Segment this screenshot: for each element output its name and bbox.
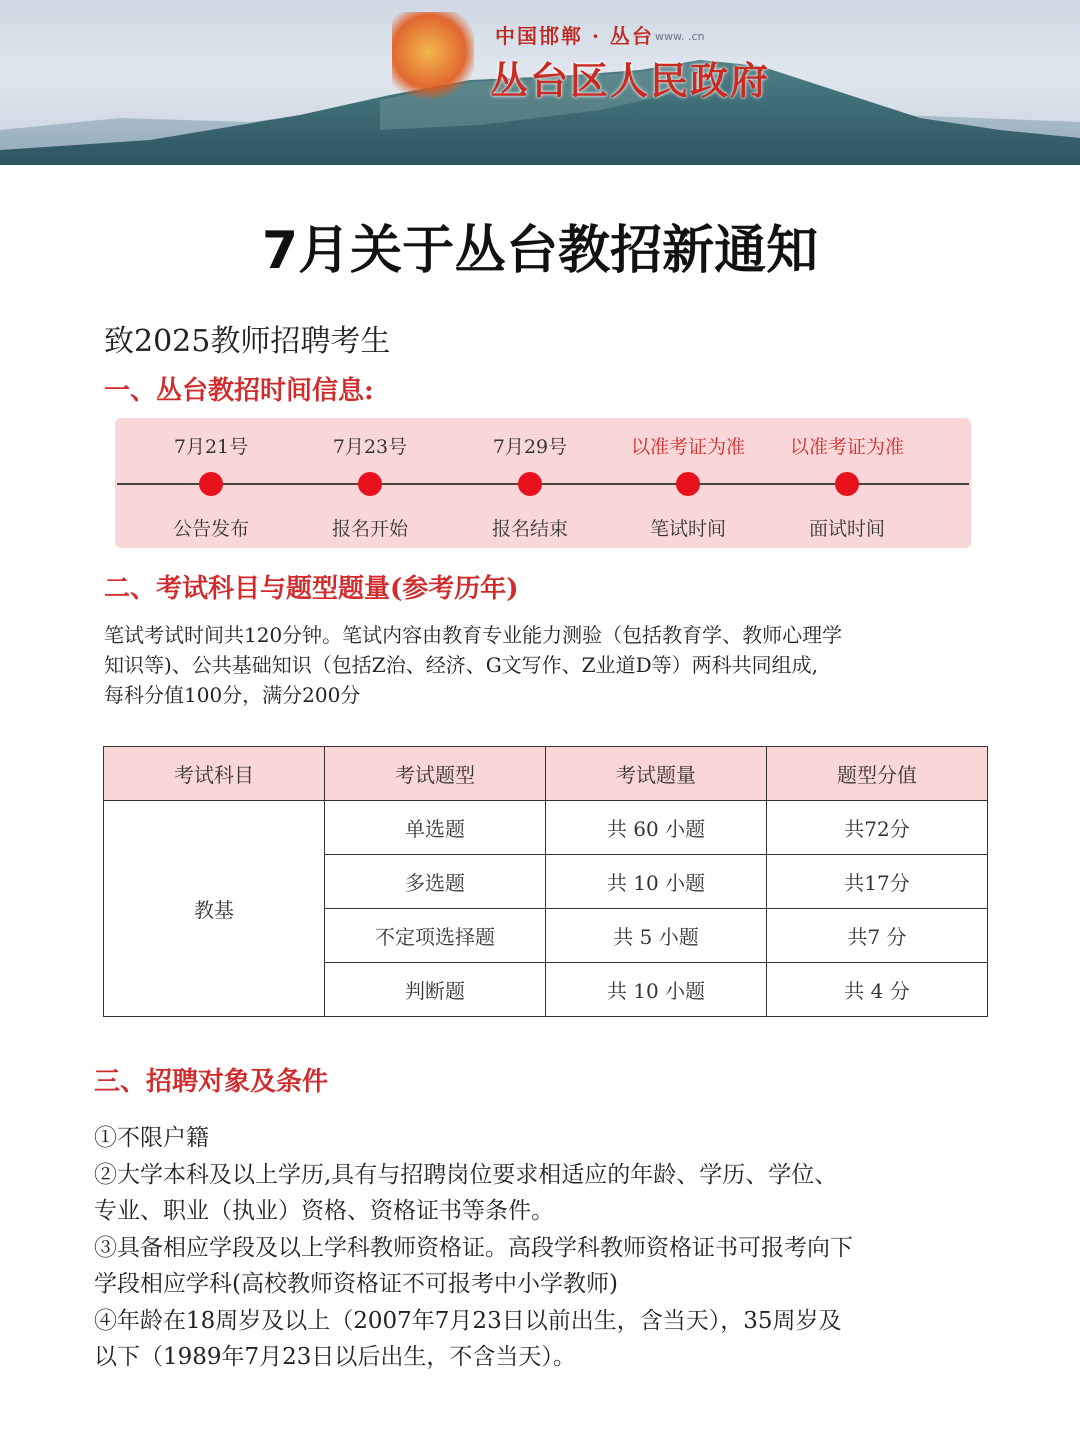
banner-url: www. .cn (655, 30, 705, 43)
paragraph-line: 笔试考试时间共120分钟。笔试内容由教育专业能力测验（包括教育学、教师心理学 (104, 623, 843, 647)
type-cell: 单选题 (325, 801, 546, 855)
count-cell: 共 10 小题 (546, 963, 767, 1017)
timeline-date: 7月21号 (173, 436, 249, 458)
timeline-label: 面试时间 (808, 518, 885, 540)
type-cell: 不定项选择题 (325, 909, 546, 963)
timeline-item (608, 418, 768, 548)
score-cell: 共72分 (767, 801, 988, 855)
conditions-list (94, 1120, 994, 1376)
timeline-item (131, 418, 291, 548)
timeline-date: 以准考证为准 (630, 436, 745, 458)
timeline (115, 418, 971, 548)
banner-title: 丛台区人民政府 (490, 58, 771, 103)
condition-line: 以下（1989年7月23日以后出生，不含当天）。 (94, 1344, 576, 1370)
section1-heading: 一、丛台教招时间信息: (104, 376, 374, 406)
condition-line: ④年龄在18周岁及以上（2007年7月23日以前出生，含当天），35周岁及 (94, 1307, 842, 1334)
timeline-label: 公告发布 (172, 518, 249, 540)
timeline-date: 7月23号 (332, 436, 408, 458)
timeline-label: 报名开始 (331, 518, 408, 540)
paragraph-line: 知识等)、公共基础知识（包括Z治、经济、G文写作、Z业道D等）两科共同组成, (104, 653, 818, 677)
table-header: 考试题型 (325, 747, 546, 801)
condition-line: 学段相应学科(高校教师资格证不可报考中小学教师) (94, 1271, 618, 1297)
score-cell: 共17分 (767, 855, 988, 909)
greeting: 致2025教师招聘考生 (104, 324, 391, 359)
timeline-item (767, 418, 927, 548)
timeline-dot-icon (835, 472, 859, 496)
paragraph-line: 每科分值100分，满分200分 (104, 683, 361, 707)
timeline-dot-icon (358, 472, 382, 496)
timeline-dot-icon (199, 472, 223, 496)
count-cell: 共 60 小题 (546, 801, 767, 855)
table-header: 题型分值 (767, 747, 988, 801)
table-header-row (104, 747, 988, 801)
condition-line: ①不限户籍 (94, 1125, 209, 1151)
type-cell: 判断题 (325, 963, 546, 1017)
banner-subtitle: 中国邯郸 · 丛台 (495, 24, 654, 48)
table-row (104, 801, 988, 855)
table-header: 考试科目 (104, 747, 325, 801)
subject-cell: 教基 (104, 801, 325, 1017)
timeline-dot-icon (518, 472, 542, 496)
score-cell: 共7 分 (767, 909, 988, 963)
section2-heading: 二、考试科目与题型题量(参考历年) (104, 574, 519, 604)
emblem-icon (392, 12, 474, 100)
timeline-item (290, 418, 450, 548)
count-cell: 共 10 小题 (546, 855, 767, 909)
type-cell: 多选题 (325, 855, 546, 909)
timeline-dot-icon (676, 472, 700, 496)
exam-description (104, 620, 984, 710)
condition-line: 专业、职业（执业）资格、资格证书等条件。 (94, 1198, 554, 1224)
exam-table (103, 746, 988, 1017)
count-cell: 共 5 小题 (546, 909, 767, 963)
timeline-date: 以准考证为准 (789, 436, 904, 458)
condition-line: ②大学本科及以上学历,具有与招聘岗位要求相适应的年龄、学历、学位、 (94, 1161, 838, 1188)
timeline-date: 7月29号 (492, 436, 568, 458)
header-banner (0, 0, 1080, 165)
timeline-label: 报名结束 (491, 518, 568, 540)
page-title: 7月关于丛台教招新通知 (261, 221, 819, 281)
score-cell: 共 4 分 (767, 963, 988, 1017)
section3-heading: 三、招聘对象及条件 (94, 1067, 329, 1097)
timeline-label: 笔试时间 (649, 518, 726, 540)
timeline-item (450, 418, 610, 548)
condition-line: ③具备相应学段及以上学科教师资格证。高段学科教师资格证书可报考向下 (94, 1234, 853, 1261)
table-header: 考试题量 (546, 747, 767, 801)
